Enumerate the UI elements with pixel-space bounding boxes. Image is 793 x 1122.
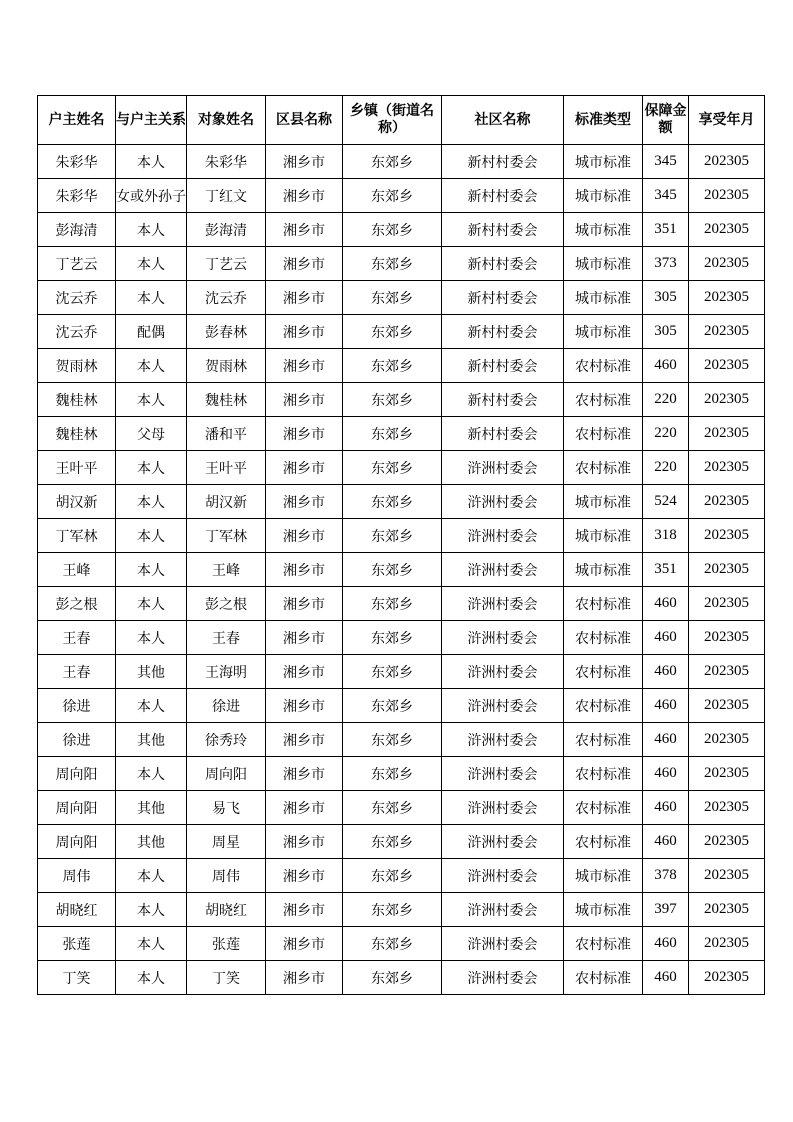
cell-township: 东郊乡 xyxy=(343,519,442,553)
cell-amount: 305 xyxy=(643,315,689,349)
cell-relation xyxy=(116,723,187,757)
cell-community: 浒洲村委会 xyxy=(442,927,564,961)
cell-community: 新村村委会 xyxy=(442,349,564,383)
cell-amount: 524 xyxy=(643,485,689,519)
cell-township: 东郊乡 xyxy=(343,689,442,723)
cell-district: 湘乡市 xyxy=(266,485,343,519)
header-district: 区县名称 xyxy=(266,96,343,145)
cell-householder-name: 彭海清 xyxy=(38,213,116,247)
cell-township: 东郊乡 xyxy=(343,961,442,995)
relation-text: 本人 xyxy=(137,766,165,783)
cell-standard-type: 城市标准 xyxy=(564,213,643,247)
cell-householder-name: 丁笑 xyxy=(38,961,116,995)
cell-township: 东郊乡 xyxy=(343,723,442,757)
relation-text: 本人 xyxy=(137,902,165,919)
cell-district: 湘乡市 xyxy=(266,417,343,451)
cell-householder-name: 周伟 xyxy=(38,859,116,893)
cell-township: 东郊乡 xyxy=(343,145,442,179)
cell-month: 202305 xyxy=(689,825,765,859)
cell-standard-type: 城市标准 xyxy=(564,315,643,349)
cell-relation xyxy=(116,757,187,791)
cell-householder-name: 徐进 xyxy=(38,689,116,723)
cell-standard-type: 农村标准 xyxy=(564,655,643,689)
cell-month: 202305 xyxy=(689,791,765,825)
cell-householder-name: 丁艺云 xyxy=(38,247,116,281)
cell-householder-name: 彭之根 xyxy=(38,587,116,621)
cell-township: 东郊乡 xyxy=(343,383,442,417)
cell-relation xyxy=(116,349,187,383)
cell-community: 新村村委会 xyxy=(442,417,564,451)
cell-relation xyxy=(116,281,187,315)
cell-township: 东郊乡 xyxy=(343,213,442,247)
cell-subject-name: 朱彩华 xyxy=(187,145,266,179)
cell-month: 202305 xyxy=(689,519,765,553)
cell-district: 湘乡市 xyxy=(266,893,343,927)
cell-community: 新村村委会 xyxy=(442,179,564,213)
table-row xyxy=(38,383,765,417)
table-row xyxy=(38,213,765,247)
cell-relation xyxy=(116,485,187,519)
cell-district: 湘乡市 xyxy=(266,247,343,281)
cell-amount: 378 xyxy=(643,859,689,893)
cell-township: 东郊乡 xyxy=(343,757,442,791)
cell-community: 浒洲村委会 xyxy=(442,553,564,587)
cell-community: 浒洲村委会 xyxy=(442,757,564,791)
cell-township: 东郊乡 xyxy=(343,349,442,383)
cell-standard-type: 城市标准 xyxy=(564,247,643,281)
cell-relation xyxy=(116,621,187,655)
header-relation: 与户主关系 xyxy=(116,96,187,145)
cell-standard-type: 城市标准 xyxy=(564,485,643,519)
cell-subject-name: 张莲 xyxy=(187,927,266,961)
cell-community: 浒洲村委会 xyxy=(442,689,564,723)
relation-text: 其他 xyxy=(137,800,165,817)
table-row xyxy=(38,247,765,281)
cell-amount: 305 xyxy=(643,281,689,315)
relation-text: 本人 xyxy=(137,256,165,273)
cell-district: 湘乡市 xyxy=(266,451,343,485)
cell-subject-name: 王海明 xyxy=(187,655,266,689)
cell-subject-name: 胡晓红 xyxy=(187,893,266,927)
cell-subject-name: 彭春林 xyxy=(187,315,266,349)
cell-township: 东郊乡 xyxy=(343,655,442,689)
cell-township: 东郊乡 xyxy=(343,621,442,655)
table-row xyxy=(38,893,765,927)
cell-community: 浒洲村委会 xyxy=(442,791,564,825)
relation-text: 女或外孙子 xyxy=(116,188,186,205)
cell-amount: 220 xyxy=(643,451,689,485)
cell-householder-name: 周向阳 xyxy=(38,791,116,825)
cell-amount: 220 xyxy=(643,383,689,417)
cell-township: 东郊乡 xyxy=(343,587,442,621)
cell-householder-name: 胡汉新 xyxy=(38,485,116,519)
cell-standard-type: 农村标准 xyxy=(564,927,643,961)
cell-householder-name: 丁军林 xyxy=(38,519,116,553)
cell-township: 东郊乡 xyxy=(343,791,442,825)
cell-amount: 460 xyxy=(643,825,689,859)
cell-township: 东郊乡 xyxy=(343,417,442,451)
cell-householder-name: 朱彩华 xyxy=(38,179,116,213)
header-month: 享受年月 xyxy=(689,96,765,145)
cell-subject-name: 彭之根 xyxy=(187,587,266,621)
cell-subject-name: 丁红文 xyxy=(187,179,266,213)
table-row xyxy=(38,587,765,621)
cell-amount: 345 xyxy=(643,145,689,179)
cell-district: 湘乡市 xyxy=(266,723,343,757)
cell-standard-type: 城市标准 xyxy=(564,519,643,553)
cell-township: 东郊乡 xyxy=(343,927,442,961)
cell-standard-type: 农村标准 xyxy=(564,621,643,655)
cell-amount: 460 xyxy=(643,791,689,825)
cell-district: 湘乡市 xyxy=(266,791,343,825)
cell-month: 202305 xyxy=(689,689,765,723)
cell-month: 202305 xyxy=(689,927,765,961)
cell-subject-name: 徐秀玲 xyxy=(187,723,266,757)
relation-text: 本人 xyxy=(137,290,165,307)
cell-relation xyxy=(116,791,187,825)
relation-text: 配偶 xyxy=(137,324,165,341)
relation-text: 本人 xyxy=(137,936,165,953)
cell-householder-name: 魏桂林 xyxy=(38,417,116,451)
header-community: 社区名称 xyxy=(442,96,564,145)
cell-community: 浒洲村委会 xyxy=(442,723,564,757)
table-row xyxy=(38,689,765,723)
cell-amount: 373 xyxy=(643,247,689,281)
table-row xyxy=(38,859,765,893)
relation-text: 本人 xyxy=(137,222,165,239)
table-row xyxy=(38,145,765,179)
cell-amount: 460 xyxy=(643,621,689,655)
cell-relation xyxy=(116,927,187,961)
cell-householder-name: 沈云乔 xyxy=(38,281,116,315)
cell-township: 东郊乡 xyxy=(343,553,442,587)
cell-month: 202305 xyxy=(689,247,765,281)
table-row xyxy=(38,961,765,995)
cell-amount: 351 xyxy=(643,213,689,247)
cell-relation xyxy=(116,961,187,995)
cell-amount: 460 xyxy=(643,757,689,791)
table-row xyxy=(38,349,765,383)
cell-district: 湘乡市 xyxy=(266,927,343,961)
cell-month: 202305 xyxy=(689,655,765,689)
relation-text: 其他 xyxy=(137,732,165,749)
cell-subject-name: 贺雨林 xyxy=(187,349,266,383)
cell-township: 东郊乡 xyxy=(343,281,442,315)
cell-district: 湘乡市 xyxy=(266,689,343,723)
cell-subject-name: 周向阳 xyxy=(187,757,266,791)
cell-relation xyxy=(116,179,187,213)
cell-relation xyxy=(116,315,187,349)
cell-month: 202305 xyxy=(689,383,765,417)
cell-month: 202305 xyxy=(689,281,765,315)
cell-month: 202305 xyxy=(689,485,765,519)
table-row xyxy=(38,825,765,859)
header-row xyxy=(38,96,765,145)
cell-community: 浒洲村委会 xyxy=(442,655,564,689)
cell-standard-type: 城市标准 xyxy=(564,179,643,213)
cell-householder-name: 王春 xyxy=(38,621,116,655)
cell-district: 湘乡市 xyxy=(266,349,343,383)
cell-relation xyxy=(116,587,187,621)
cell-district: 湘乡市 xyxy=(266,757,343,791)
cell-month: 202305 xyxy=(689,859,765,893)
relation-text: 其他 xyxy=(137,834,165,851)
cell-standard-type: 农村标准 xyxy=(564,757,643,791)
cell-community: 浒洲村委会 xyxy=(442,485,564,519)
relation-text: 本人 xyxy=(137,562,165,579)
cell-month: 202305 xyxy=(689,893,765,927)
cell-relation xyxy=(116,893,187,927)
cell-community: 浒洲村委会 xyxy=(442,825,564,859)
cell-month: 202305 xyxy=(689,315,765,349)
cell-subject-name: 彭海清 xyxy=(187,213,266,247)
cell-subject-name: 徐进 xyxy=(187,689,266,723)
relation-text: 本人 xyxy=(137,596,165,613)
cell-standard-type: 城市标准 xyxy=(564,145,643,179)
cell-district: 湘乡市 xyxy=(266,179,343,213)
assistance-table xyxy=(37,95,765,995)
table-row xyxy=(38,179,765,213)
header-subject-name: 对象姓名 xyxy=(187,96,266,145)
cell-standard-type: 农村标准 xyxy=(564,689,643,723)
cell-householder-name: 徐进 xyxy=(38,723,116,757)
cell-community: 新村村委会 xyxy=(442,145,564,179)
table-body xyxy=(38,145,765,995)
cell-month: 202305 xyxy=(689,757,765,791)
cell-householder-name: 朱彩华 xyxy=(38,145,116,179)
relation-text: 父母 xyxy=(137,426,165,443)
cell-amount: 318 xyxy=(643,519,689,553)
cell-month: 202305 xyxy=(689,553,765,587)
cell-standard-type: 城市标准 xyxy=(564,859,643,893)
relation-text: 本人 xyxy=(137,868,165,885)
table-row xyxy=(38,757,765,791)
cell-month: 202305 xyxy=(689,723,765,757)
cell-community: 新村村委会 xyxy=(442,281,564,315)
table-row xyxy=(38,927,765,961)
cell-district: 湘乡市 xyxy=(266,281,343,315)
table-row xyxy=(38,655,765,689)
cell-township: 东郊乡 xyxy=(343,451,442,485)
cell-subject-name: 潘和平 xyxy=(187,417,266,451)
cell-community: 浒洲村委会 xyxy=(442,519,564,553)
cell-township: 东郊乡 xyxy=(343,179,442,213)
cell-amount: 460 xyxy=(643,961,689,995)
relation-text: 本人 xyxy=(137,970,165,987)
cell-district: 湘乡市 xyxy=(266,383,343,417)
cell-standard-type: 农村标准 xyxy=(564,349,643,383)
relation-text: 本人 xyxy=(137,154,165,171)
cell-relation xyxy=(116,247,187,281)
cell-standard-type: 农村标准 xyxy=(564,451,643,485)
table-row xyxy=(38,315,765,349)
cell-amount: 220 xyxy=(643,417,689,451)
cell-month: 202305 xyxy=(689,179,765,213)
relation-text: 本人 xyxy=(137,630,165,647)
table-row xyxy=(38,451,765,485)
cell-subject-name: 易飞 xyxy=(187,791,266,825)
cell-district: 湘乡市 xyxy=(266,553,343,587)
cell-standard-type: 城市标准 xyxy=(564,893,643,927)
table-row xyxy=(38,723,765,757)
cell-district: 湘乡市 xyxy=(266,587,343,621)
relation-text: 本人 xyxy=(137,528,165,545)
cell-standard-type: 农村标准 xyxy=(564,791,643,825)
cell-amount: 460 xyxy=(643,927,689,961)
table-row xyxy=(38,519,765,553)
cell-township: 东郊乡 xyxy=(343,485,442,519)
cell-relation xyxy=(116,519,187,553)
cell-district: 湘乡市 xyxy=(266,859,343,893)
cell-month: 202305 xyxy=(689,213,765,247)
cell-month: 202305 xyxy=(689,587,765,621)
cell-month: 202305 xyxy=(689,417,765,451)
cell-standard-type: 农村标准 xyxy=(564,417,643,451)
cell-community: 新村村委会 xyxy=(442,315,564,349)
relation-text: 其他 xyxy=(137,664,165,681)
cell-community: 浒洲村委会 xyxy=(442,621,564,655)
cell-community: 浒洲村委会 xyxy=(442,451,564,485)
table-row xyxy=(38,791,765,825)
cell-month: 202305 xyxy=(689,621,765,655)
cell-subject-name: 王峰 xyxy=(187,553,266,587)
cell-relation xyxy=(116,213,187,247)
cell-district: 湘乡市 xyxy=(266,519,343,553)
relation-text: 本人 xyxy=(137,494,165,511)
cell-amount: 351 xyxy=(643,553,689,587)
cell-district: 湘乡市 xyxy=(266,655,343,689)
table-row xyxy=(38,553,765,587)
header-amount: 保障金额 xyxy=(643,96,689,145)
cell-township: 东郊乡 xyxy=(343,859,442,893)
cell-standard-type: 农村标准 xyxy=(564,961,643,995)
cell-householder-name: 王叶平 xyxy=(38,451,116,485)
cell-standard-type: 农村标准 xyxy=(564,587,643,621)
cell-relation xyxy=(116,145,187,179)
relation-text: 本人 xyxy=(137,358,165,375)
cell-subject-name: 丁笑 xyxy=(187,961,266,995)
cell-subject-name: 胡汉新 xyxy=(187,485,266,519)
cell-community: 浒洲村委会 xyxy=(442,893,564,927)
cell-month: 202305 xyxy=(689,349,765,383)
cell-month: 202305 xyxy=(689,961,765,995)
cell-householder-name: 周向阳 xyxy=(38,757,116,791)
cell-township: 东郊乡 xyxy=(343,893,442,927)
cell-relation xyxy=(116,859,187,893)
cell-amount: 460 xyxy=(643,689,689,723)
cell-township: 东郊乡 xyxy=(343,315,442,349)
cell-relation xyxy=(116,417,187,451)
cell-householder-name: 王峰 xyxy=(38,553,116,587)
table-row xyxy=(38,417,765,451)
cell-community: 新村村委会 xyxy=(442,383,564,417)
cell-community: 浒洲村委会 xyxy=(442,961,564,995)
header-householder-name: 户主姓名 xyxy=(38,96,116,145)
cell-community: 浒洲村委会 xyxy=(442,859,564,893)
cell-subject-name: 周伟 xyxy=(187,859,266,893)
cell-standard-type: 城市标准 xyxy=(564,281,643,315)
cell-subject-name: 王叶平 xyxy=(187,451,266,485)
cell-district: 湘乡市 xyxy=(266,621,343,655)
relation-text: 本人 xyxy=(137,392,165,409)
cell-relation xyxy=(116,553,187,587)
cell-township: 东郊乡 xyxy=(343,247,442,281)
cell-community: 浒洲村委会 xyxy=(442,587,564,621)
cell-district: 湘乡市 xyxy=(266,213,343,247)
cell-subject-name: 丁艺云 xyxy=(187,247,266,281)
cell-subject-name: 沈云乔 xyxy=(187,281,266,315)
cell-householder-name: 王春 xyxy=(38,655,116,689)
cell-subject-name: 周星 xyxy=(187,825,266,859)
cell-householder-name: 周向阳 xyxy=(38,825,116,859)
cell-month: 202305 xyxy=(689,451,765,485)
cell-householder-name: 张莲 xyxy=(38,927,116,961)
cell-district: 湘乡市 xyxy=(266,825,343,859)
cell-relation xyxy=(116,825,187,859)
cell-district: 湘乡市 xyxy=(266,315,343,349)
relation-text: 本人 xyxy=(137,460,165,477)
cell-subject-name: 王春 xyxy=(187,621,266,655)
cell-district: 湘乡市 xyxy=(266,145,343,179)
cell-amount: 397 xyxy=(643,893,689,927)
cell-relation xyxy=(116,383,187,417)
cell-amount: 345 xyxy=(643,179,689,213)
cell-householder-name: 贺雨林 xyxy=(38,349,116,383)
cell-month: 202305 xyxy=(689,145,765,179)
table-row xyxy=(38,281,765,315)
cell-subject-name: 丁军林 xyxy=(187,519,266,553)
table-row xyxy=(38,485,765,519)
cell-householder-name: 魏桂林 xyxy=(38,383,116,417)
cell-relation xyxy=(116,689,187,723)
header-township: 乡镇（街道名称） xyxy=(343,96,442,145)
cell-amount: 460 xyxy=(643,587,689,621)
cell-community: 新村村委会 xyxy=(442,247,564,281)
cell-amount: 460 xyxy=(643,349,689,383)
cell-relation xyxy=(116,451,187,485)
cell-township: 东郊乡 xyxy=(343,825,442,859)
cell-standard-type: 农村标准 xyxy=(564,825,643,859)
header-standard-type: 标准类型 xyxy=(564,96,643,145)
cell-district: 湘乡市 xyxy=(266,961,343,995)
cell-community: 新村村委会 xyxy=(442,213,564,247)
cell-householder-name: 沈云乔 xyxy=(38,315,116,349)
cell-amount: 460 xyxy=(643,723,689,757)
cell-standard-type: 农村标准 xyxy=(564,723,643,757)
cell-standard-type: 城市标准 xyxy=(564,553,643,587)
relation-text: 本人 xyxy=(137,698,165,715)
cell-householder-name: 胡晓红 xyxy=(38,893,116,927)
cell-subject-name: 魏桂林 xyxy=(187,383,266,417)
table-row xyxy=(38,621,765,655)
cell-amount: 460 xyxy=(643,655,689,689)
cell-relation xyxy=(116,655,187,689)
cell-standard-type: 农村标准 xyxy=(564,383,643,417)
